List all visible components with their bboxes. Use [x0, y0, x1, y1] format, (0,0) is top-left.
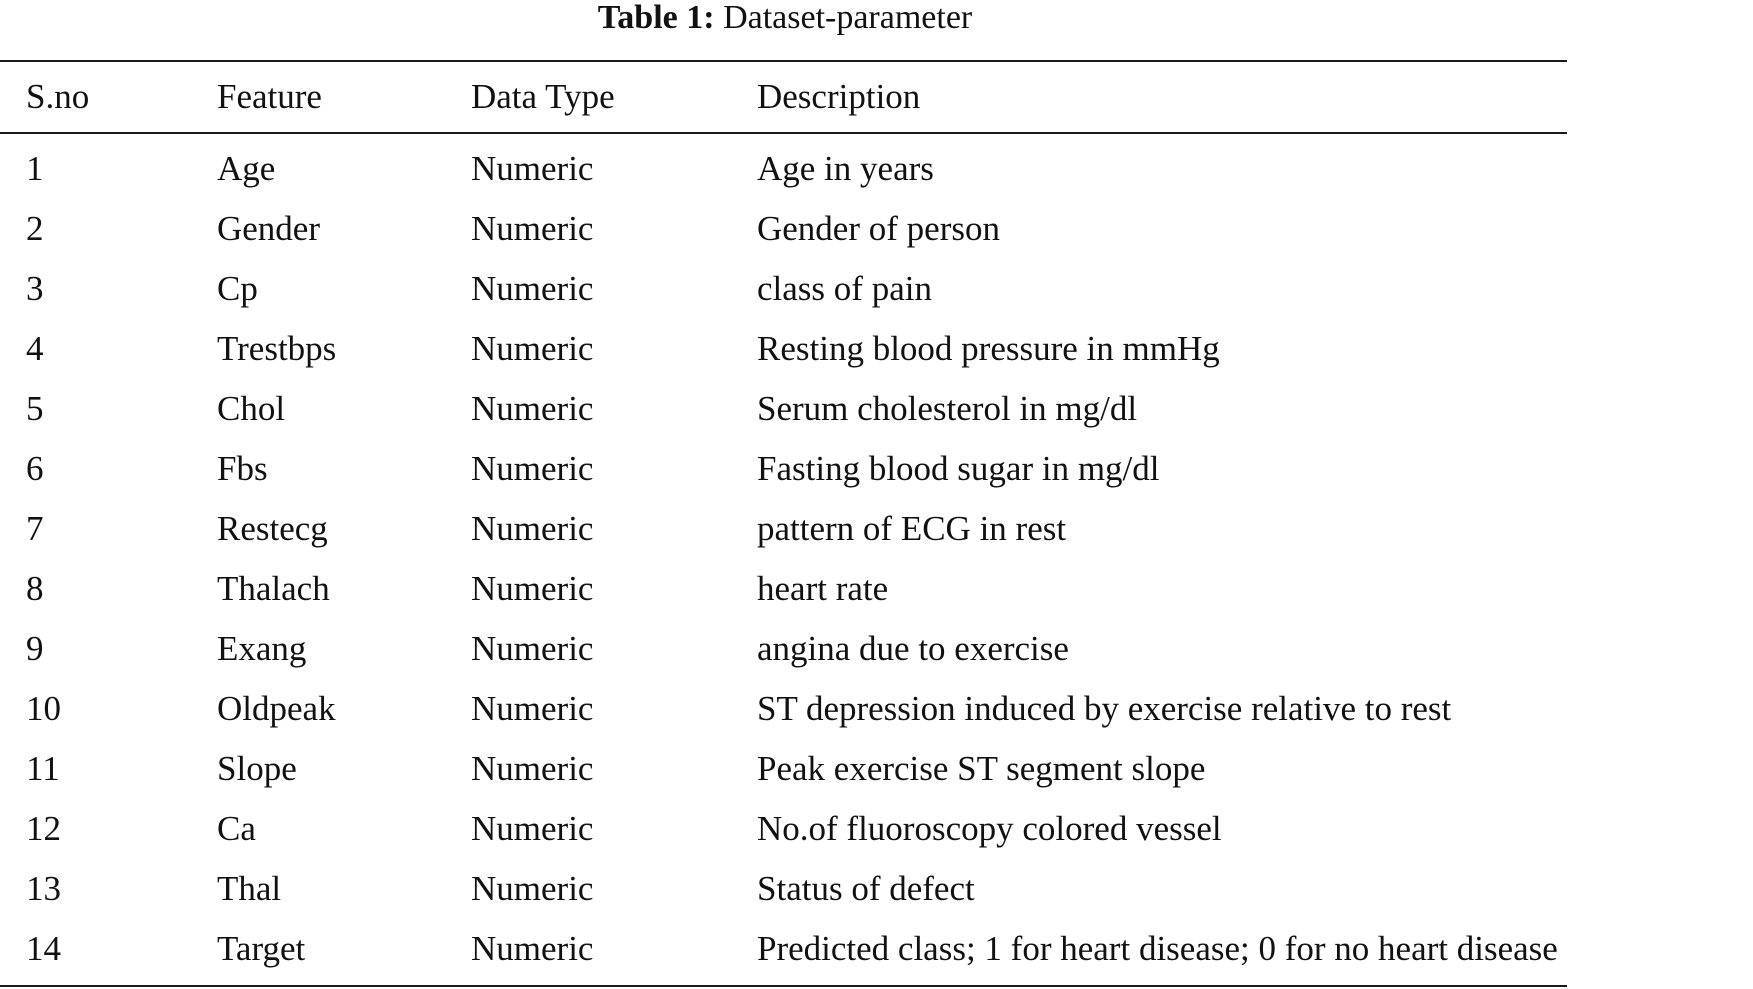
cell-description: Peak exercise ST segment slope	[757, 749, 1206, 788]
cell-sno: 9	[26, 629, 44, 668]
table-row	[0, 919, 1567, 979]
table-row	[0, 679, 1567, 739]
cell-description: angina due to exercise	[757, 629, 1069, 668]
cell-feature: Age	[217, 149, 276, 188]
cell-data-type: Numeric	[471, 749, 594, 788]
cell-feature: Fbs	[217, 449, 268, 488]
header-row	[0, 67, 1567, 127]
cell-description: Resting blood pressure in mmHg	[757, 329, 1220, 368]
cell-data-type: Numeric	[471, 449, 594, 488]
cell-data-type: Numeric	[471, 629, 594, 668]
cell-data-type: Numeric	[471, 929, 594, 968]
table-row	[0, 739, 1567, 799]
cell-sno: 4	[26, 329, 44, 368]
cell-sno: 12	[26, 809, 61, 848]
table-row	[0, 799, 1567, 859]
header-rule	[0, 132, 1567, 134]
table-row	[0, 499, 1567, 559]
table-row	[0, 859, 1567, 919]
cell-description: Status of defect	[757, 869, 975, 908]
table-row	[0, 259, 1567, 319]
cell-description: Age in years	[757, 149, 934, 188]
cell-feature: Cp	[217, 269, 258, 308]
cell-description: Predicted class; 1 for heart disease; 0 for no heart disease	[757, 929, 1558, 968]
table-row	[0, 379, 1567, 439]
cell-description: pattern of ECG in rest	[757, 509, 1067, 548]
cell-feature: Trestbps	[217, 329, 337, 368]
header-sno: S.no	[26, 77, 90, 116]
cell-data-type: Numeric	[471, 869, 594, 908]
cell-feature: Thal	[217, 869, 282, 908]
cell-feature: Gender	[217, 209, 321, 248]
cell-data-type: Numeric	[471, 269, 594, 308]
cell-sno: 8	[26, 569, 44, 608]
table-row	[0, 319, 1567, 379]
cell-description: ST depression induced by exercise relative to rest	[757, 689, 1452, 728]
cell-sno: 7	[26, 509, 44, 548]
cell-data-type: Numeric	[471, 809, 594, 848]
table-caption-text: Dataset-parameter	[723, 0, 973, 36]
header-feature: Feature	[217, 77, 322, 116]
cell-feature: Ca	[217, 809, 256, 848]
cell-description: Gender of person	[757, 209, 1000, 248]
cell-description: No.of fluoroscopy colored vessel	[757, 809, 1222, 848]
table-caption-label: Table 1:	[597, 0, 715, 36]
cell-feature: Restecg	[217, 509, 328, 548]
cell-data-type: Numeric	[471, 209, 594, 248]
cell-sno: 10	[26, 689, 61, 728]
table-row	[0, 139, 1567, 199]
cell-sno: 2	[26, 209, 44, 248]
table-row	[0, 439, 1567, 499]
cell-sno: 11	[26, 749, 60, 788]
table-row	[0, 559, 1567, 619]
cell-data-type: Numeric	[471, 569, 594, 608]
cell-description: class of pain	[757, 269, 932, 308]
header-description: Description	[757, 77, 921, 116]
cell-data-type: Numeric	[471, 509, 594, 548]
table-caption	[0, 0, 1570, 38]
cell-sno: 3	[26, 269, 44, 308]
cell-feature: Target	[217, 929, 306, 968]
cell-data-type: Numeric	[471, 389, 594, 428]
cell-sno: 13	[26, 869, 61, 908]
bottom-rule	[0, 985, 1567, 987]
table-row	[0, 199, 1567, 259]
cell-feature: Chol	[217, 389, 286, 428]
cell-feature: Slope	[217, 749, 297, 788]
cell-data-type: Numeric	[471, 149, 594, 188]
cell-feature: Thalach	[217, 569, 330, 608]
cell-feature: Oldpeak	[217, 689, 336, 728]
top-rule	[0, 60, 1567, 62]
cell-sno: 6	[26, 449, 44, 488]
cell-sno: 5	[26, 389, 44, 428]
cell-description: Fasting blood sugar in mg/dl	[757, 449, 1160, 488]
header-data-type: Data Type	[471, 77, 615, 116]
cell-data-type: Numeric	[471, 689, 594, 728]
table-row	[0, 619, 1567, 679]
cell-data-type: Numeric	[471, 329, 594, 368]
cell-description: Serum cholesterol in mg/dl	[757, 389, 1138, 428]
cell-feature: Exang	[217, 629, 307, 668]
cell-description: heart rate	[757, 569, 889, 608]
cell-sno: 1	[26, 149, 44, 188]
cell-sno: 14	[26, 929, 61, 968]
